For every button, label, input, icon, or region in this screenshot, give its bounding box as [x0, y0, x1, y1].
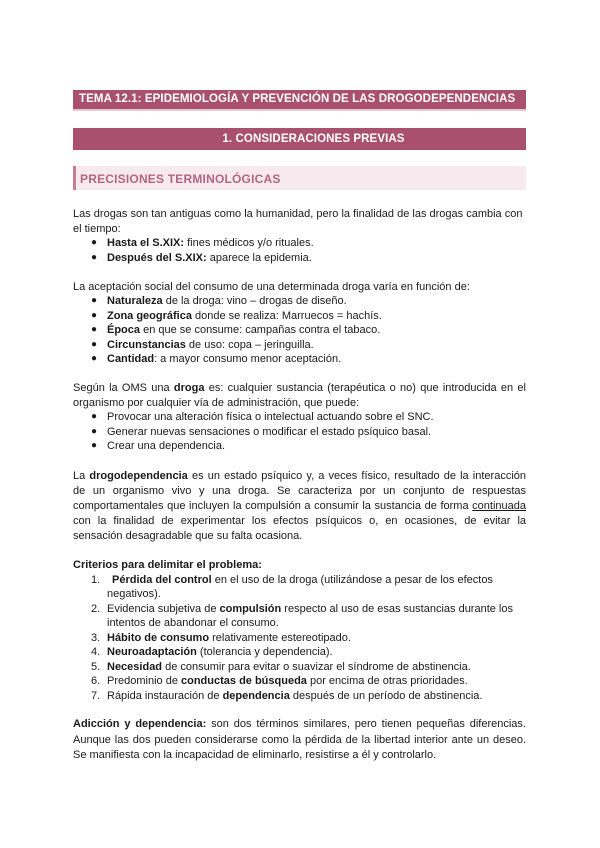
bullet-icon: ●	[91, 310, 98, 321]
criteria-item-1-cont: negativos).	[107, 588, 161, 600]
bullet-icon: ●	[91, 339, 98, 350]
p2-text: La aceptación social del consumo de una determinada droga varía en función de:	[73, 281, 470, 293]
list-number: 7.	[91, 690, 101, 702]
p5-line3: Se manifiesta con la incapacidad de eliminarlo, resistirse a él y controlarlo.	[73, 749, 437, 761]
p5-line1: Adicción y dependencia: son dos términos similares, pero tienen pequeñas diferencias.	[73, 718, 526, 730]
list-number: 2.	[91, 603, 101, 615]
bullet-icon: ●	[91, 237, 98, 248]
bullet-icon: ●	[91, 411, 98, 422]
list-item: Época en que se consume: campañas contra el tabaco.	[107, 324, 381, 336]
p5-line2: Aunque las dos pueden considerarse como la pérdida de la libertad interior ante un deseo.	[73, 734, 526, 746]
subheading-box	[73, 166, 526, 190]
criteria-item-2: Evidencia subjetiva de compulsión respecto al uso de esas sustancias durante los	[107, 603, 513, 615]
title-banner: TEMA 12.1: EPIDEMIOLOGÍA Y PREVENCIÓN DE LAS DROGODEPENDENCIAS	[73, 90, 526, 109]
p3-line2: organismo por cualquier vía de administración, que puede:	[73, 397, 360, 409]
p3-line1: Según la OMS una droga es: cualquier sustancia (terapéutica o no) que introducida en el	[73, 382, 526, 394]
bullet-icon: ●	[91, 440, 98, 451]
bullet-icon: ●	[91, 252, 98, 263]
criteria-item-1: Pérdida del control en el uso de la droga (utilizándose a pesar de los efectos	[112, 574, 493, 586]
list-number: 1.	[91, 574, 101, 586]
criteria-item-3: Hábito de consumo relativamente estereotipado.	[107, 632, 351, 644]
p4-line4: con la finalidad de experimentar los efectos psíquicos o, en ocasiones, de evitar la	[73, 515, 526, 527]
p4-line1: La drogodependencia es un estado psíquico y, a veces físico, resultado de la interacción	[73, 470, 526, 482]
subheading-text: PRECISIONES TERMINOLÓGICAS	[80, 172, 281, 186]
criteria-item-5: Necesidad de consumir para evitar o suavizar el síndrome de abstinencia.	[107, 661, 471, 673]
criteria-item-4: Neuroadaptación (tolerancia y dependencia).	[107, 646, 333, 658]
bullet-icon: ●	[91, 353, 98, 364]
list-item: Después del S.XIX: aparece la epidemia.	[107, 252, 312, 264]
list-item: Zona geográfica donde se realiza: Marruecos = hachís.	[107, 310, 382, 322]
p1-line1: Las drogas son tan antiguas como la humanidad, pero la finalidad de las drogas cambia con	[73, 208, 523, 220]
criteria-heading: Criterios para delimitar el problema:	[73, 559, 262, 571]
list-item: Hasta el S.XIX: fines médicos y/o rituales.	[107, 237, 314, 249]
p4-line5: sensación desagradable que su falta ocasiona.	[73, 530, 303, 542]
criteria-item-6: Predominio de conductas de búsqueda por encima de otras prioridades.	[107, 675, 468, 687]
bullet-icon: ●	[91, 426, 98, 437]
section-banner	[73, 128, 526, 150]
p4-line3: comportamentales que incluyen la compulsión a consumir la sustancia de forma continuada	[73, 500, 526, 512]
bullet-icon: ●	[91, 295, 98, 306]
list-number: 3.	[91, 632, 101, 644]
list-item: Circunstancias de uso: copa – jeringuilla.	[107, 339, 314, 351]
list-number: 4.	[91, 646, 101, 658]
list-number: 5.	[91, 661, 101, 673]
list-item: Cantidad: a mayor consumo menor aceptación.	[107, 353, 342, 365]
list-number: 6.	[91, 675, 101, 687]
p4-line2: de un organismo vivo y una droga. Se caracteriza por un conjunto de respuestas	[73, 485, 526, 497]
criteria-item-7: Rápida instauración de dependencia después de un período de abstinencia.	[107, 690, 483, 702]
p1-line2: el tiempo:	[73, 223, 121, 235]
criteria-item-2-cont: intentos de abandonar el consumo.	[107, 617, 279, 629]
list-item: Crear una dependencia.	[107, 440, 226, 452]
list-item: Generar nuevas sensaciones o modificar el estado psíquico basal.	[107, 426, 432, 438]
list-item: Naturaleza de la droga: vino – drogas de diseño.	[107, 295, 347, 307]
section-banner-label: 1. CONSIDERACIONES PREVIAS	[222, 133, 405, 145]
list-item: Provocar una alteración física o intelectual actuando sobre el SNC.	[107, 411, 434, 423]
bullet-icon: ●	[91, 324, 98, 335]
